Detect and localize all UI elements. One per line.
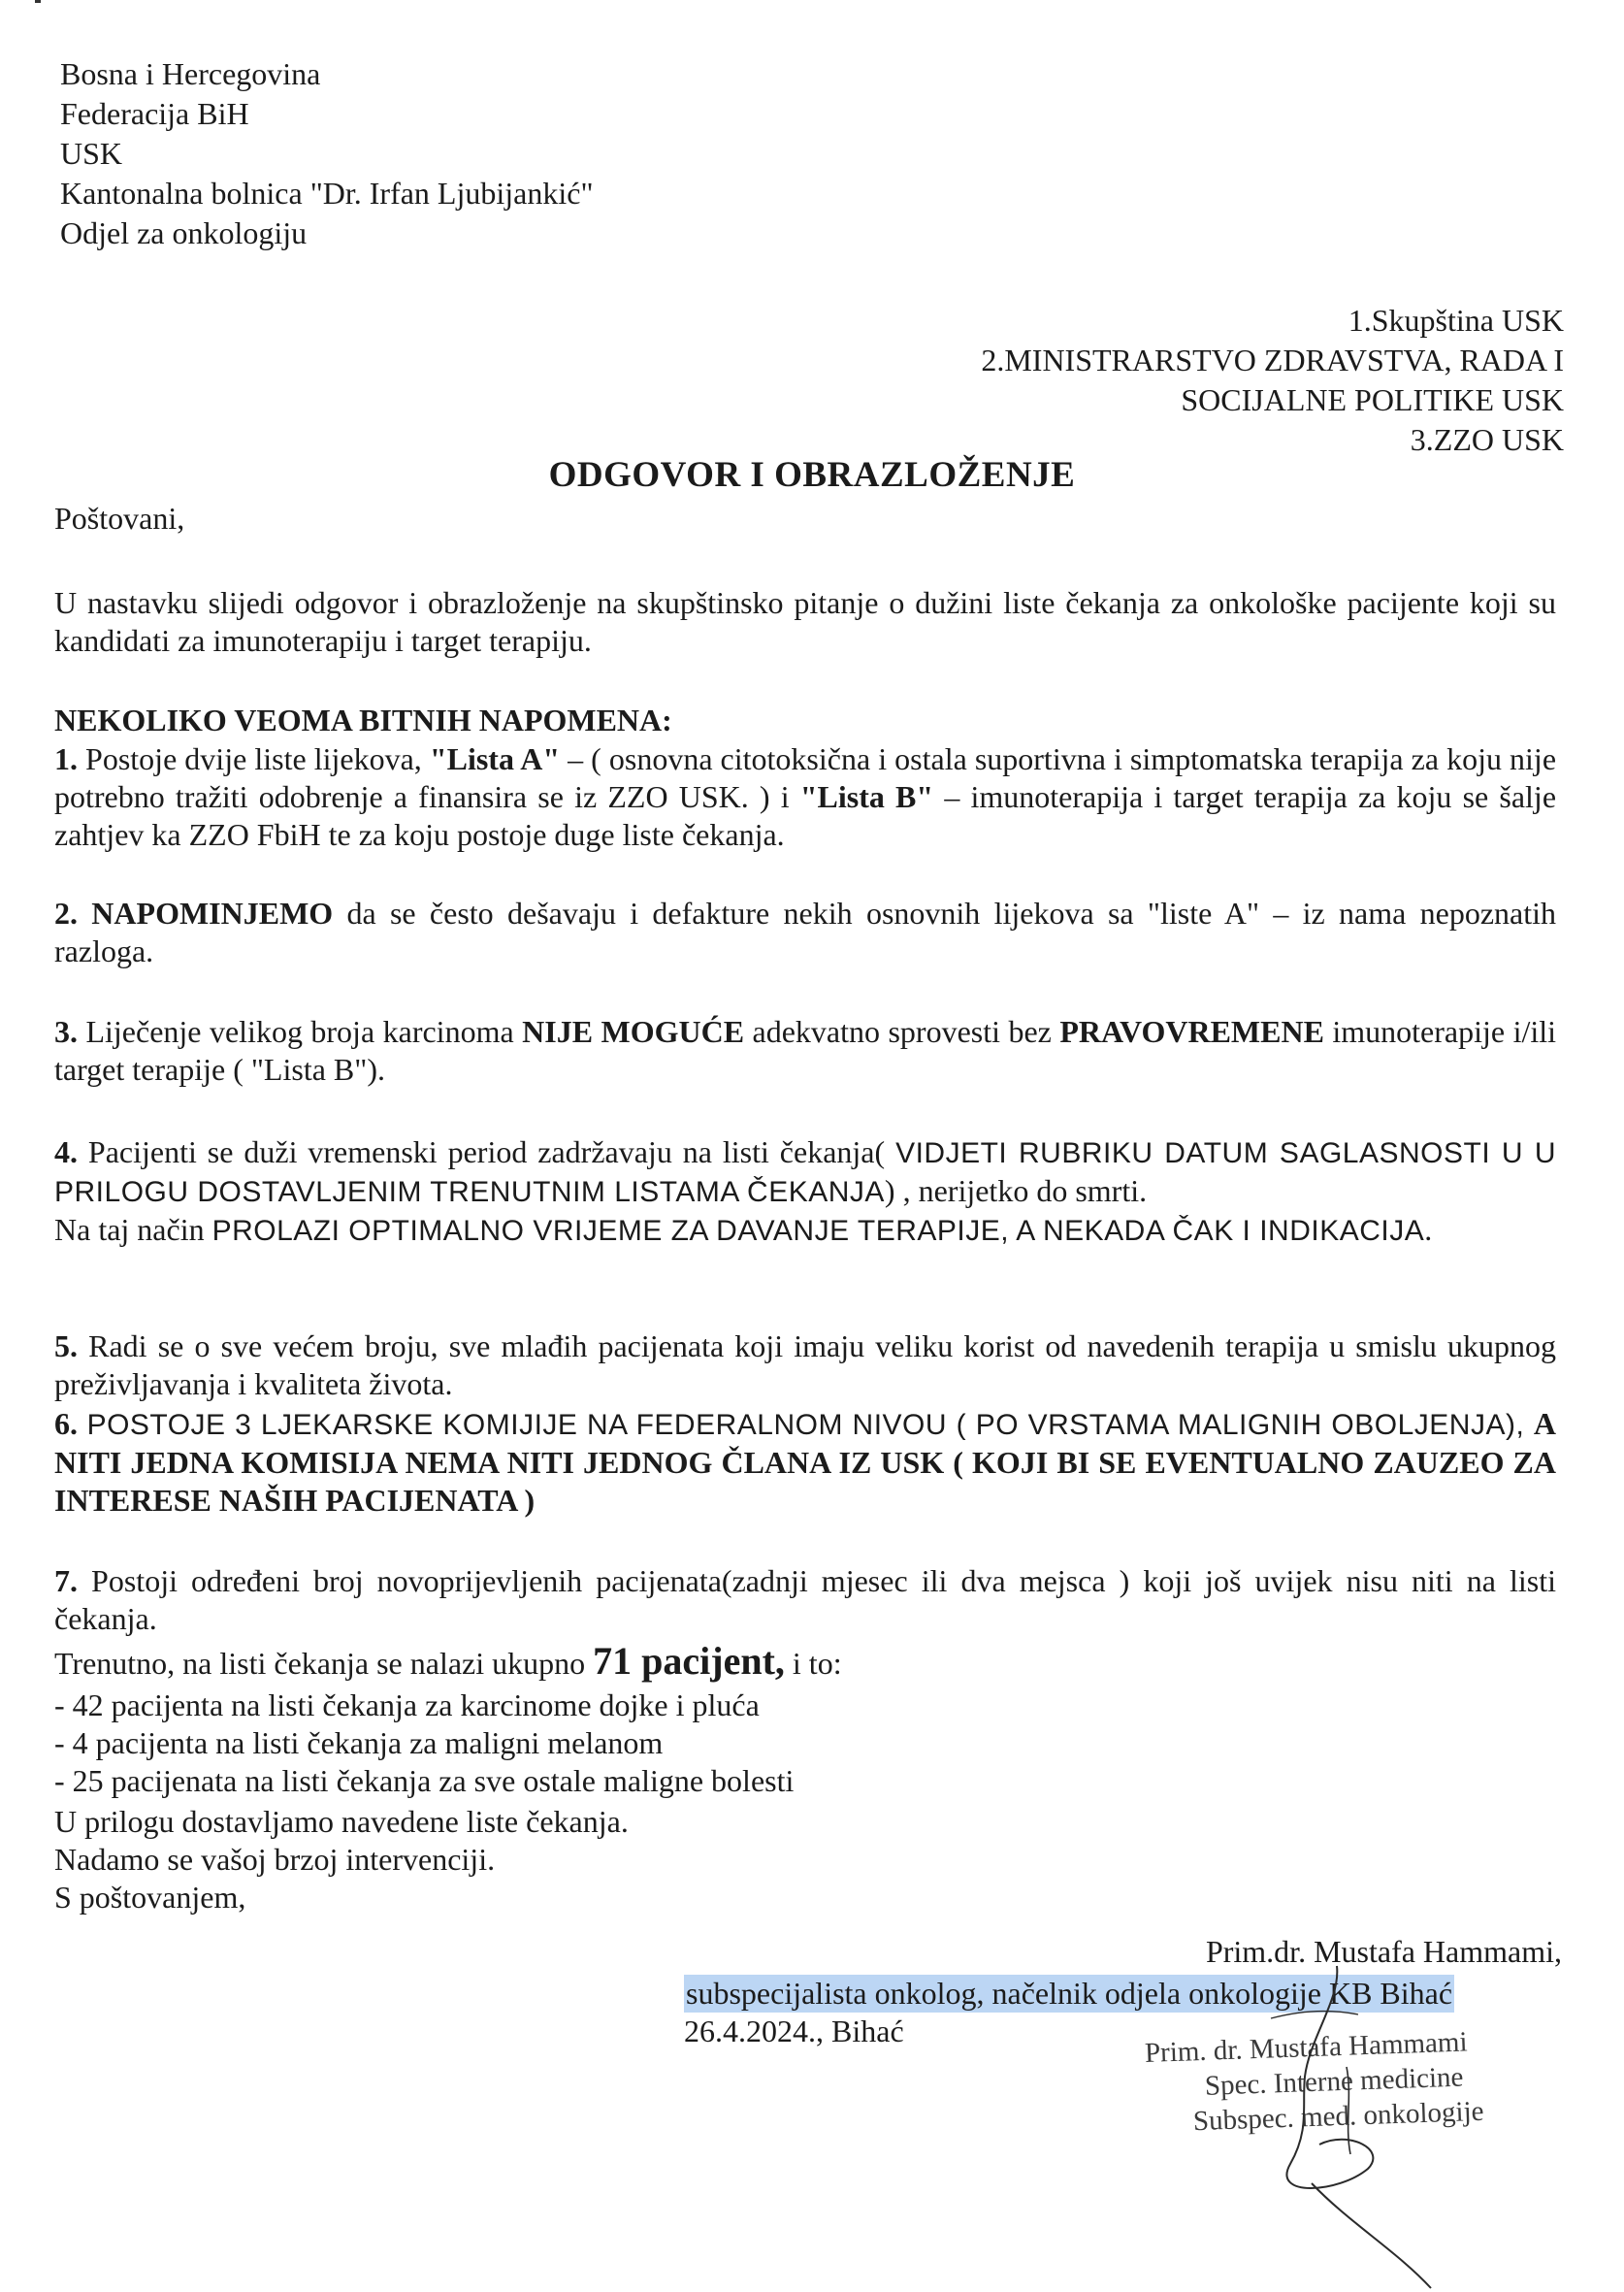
notes-heading: NEKOLIKO VEOMA BITNIH NAPOMENA: [54, 703, 672, 737]
handwritten-signature [1251, 1960, 1455, 2290]
total-prefix: Trenutno, na listi čekanja se nalazi ukupno [54, 1646, 594, 1681]
title-text: ODGOVOR I OBRAZLOŽENJE [548, 455, 1076, 495]
note-number: 6. [54, 1406, 78, 1441]
note-4 [54, 1133, 1556, 1250]
list-item: - 25 pacijenata na listi čekanja za sve ostale maligne bolesti [54, 1763, 795, 1798]
note-text: Postoji određeni broj novoprijevljenih pacijenata(zadnji mjesec ili dva mejsca ) koji još uvijek nisu niti na listi čekanja. [54, 1563, 1556, 1636]
salutation: Poštovani, [54, 501, 185, 536]
note-caps: POSTOJE 3 LJEKARSKE KOMIJIJE NA FEDERALNOM NIVOU ( PO VRSTAMA MALIGNIH OBOLJENJA), [78, 1409, 1534, 1441]
note-3 [54, 1013, 1556, 1089]
closing-line: U prilogu dostavljamo navedene liste čekanja. [54, 1804, 629, 1839]
closing-line: S poštovanjem, [54, 1880, 246, 1915]
total-suffix: i to: [784, 1646, 842, 1681]
signatory-title: subspecijalista onkolog, načelnik odjela onkologije KB Bihać [686, 1976, 1453, 2011]
note-text: ) , nerijetko do smrti. [884, 1173, 1148, 1208]
sender-line: Bosna i Hercegovina [60, 56, 321, 91]
recipients-block [691, 301, 1564, 460]
note-bold: NIJE MOGUĆE [522, 1014, 745, 1049]
note-text: Radi se o sve većem broju, sve mlađih pacijenata koji imaju veliku korist od navedenih terapija u smislu ukupnog preživljavanja i kvaliteta života. [54, 1328, 1556, 1401]
document-title [0, 456, 1624, 494]
list-item: - 4 pacijenta na listi čekanja za maligni melanom [54, 1725, 664, 1760]
intro-paragraph: U nastavku slijedi odgovor i obrazloženje na skupštinsko pitanje o dužini liste čekanja za onkološke pacijente koji su kandidati za imunoterapiju i target terapiju. [54, 585, 1556, 658]
stamp-line: Subspec. med. onkologije [1192, 2095, 1484, 2138]
sender-line: USK [60, 136, 123, 171]
note-text: da se često dešavaju i defakture nekih osnovnih lijekova sa "liste A" – iz nama nepoznatih razloga. [54, 896, 1557, 968]
sender-line: Odjel za onkologiju [60, 215, 308, 250]
note-bold: NAPOMINJEMO [78, 896, 334, 931]
waiting-list [54, 1686, 1556, 1800]
note-bold: "Lista B" [799, 779, 934, 814]
note-caps: VIDJETI RUBRIKU DATUM SAGLASNOSTI U U PRILOGU DOSTAVLJENIM TRENUTNIM LISTAMA ČEKANJA [54, 1137, 1556, 1208]
note-bold: "Lista A" [429, 741, 561, 776]
note-2 [54, 895, 1556, 970]
document-date: 26.4.2024., Bihać [684, 2014, 904, 2048]
sender-line: Kantonalna bolnica "Dr. Irfan Ljubijankić" [60, 176, 594, 211]
note-5 [54, 1327, 1556, 1403]
note-text: imunoterapije i/ili target terapije ( "Lista B"). [54, 1014, 1557, 1087]
note-text: Postoje dvije liste lijekova, [78, 741, 430, 776]
signatory-name: Prim.dr. Mustafa Hammami, [1205, 1934, 1562, 1969]
total-count: 71 pacijent, [593, 1639, 785, 1683]
note-7 [54, 1562, 1556, 1638]
note-1 [54, 740, 1556, 854]
closing-block [54, 1803, 1556, 1916]
closing-line: Nadamo se vašoj brzoj intervenciji. [54, 1842, 496, 1877]
note-text: . [1424, 1212, 1433, 1247]
note-number: 4. [54, 1134, 78, 1169]
note-bold: PRAVOVREMENE [1059, 1014, 1324, 1049]
note-text: Na taj način [54, 1212, 212, 1247]
recipient-line: 1.Skupština USK [1348, 303, 1564, 338]
note-bold: A NITI JEDNA KOMISIJA NEMA NITI JEDNOG ČLANA IZ USK ( KOJI BI SE EVENTUALNO ZAUZEO ZA INTERESE NAŠIH PACIJENATA ) [54, 1406, 1556, 1518]
scan-mark [35, 0, 41, 3]
note-text: Liječenje velikog broja karcinoma [78, 1014, 523, 1049]
note-text: – ( osnovna citotoksična i ostala suportivna i simptomatska terapija za koju nije potrebno tražiti odobrenje a finansira se iz ZZO USK. ) i [54, 741, 1557, 814]
recipient-line: SOCIJALNE POLITIKE USK [1181, 382, 1564, 417]
total-line [54, 1639, 1556, 1683]
note-number: 2. [54, 896, 78, 931]
note-text: Pacijenti se duži vremenski period zadržavaju na listi čekanja( [78, 1134, 896, 1169]
sender-line: Federacija BiH [60, 96, 249, 131]
note-caps: PROLAZI OPTIMALNO VRIJEME ZA DAVANJE TERAPIJE, A NEKADA ČAK I INDIKACIJA [211, 1215, 1425, 1247]
sender-block [60, 54, 739, 253]
recipient-line: 2.MINISTRARSTVO ZDRAVSTVA, RADA I [981, 343, 1564, 377]
note-6 [54, 1405, 1556, 1520]
stamp-line: Prim. dr. Mustafa Hammami [1144, 2026, 1469, 2069]
note-number: 3. [54, 1014, 78, 1049]
note-number: 1. [54, 741, 78, 776]
note-number: 7. [54, 1563, 78, 1598]
note-number: 5. [54, 1328, 78, 1363]
note-text: adekvatno sprovesti bez [744, 1014, 1060, 1049]
list-item: - 42 pacijenta na listi čekanja za karcinome dojke i pluća [54, 1687, 760, 1722]
recipient-line: 3.ZZO USK [1410, 422, 1564, 457]
note-text: – imunoterapija i target terapija za koju se šalje zahtjev ka ZZO FbiH te za koju postoje duge liste čekanja. [54, 779, 1557, 852]
stamp-line: Spec. Interne medicine [1204, 2061, 1464, 2102]
